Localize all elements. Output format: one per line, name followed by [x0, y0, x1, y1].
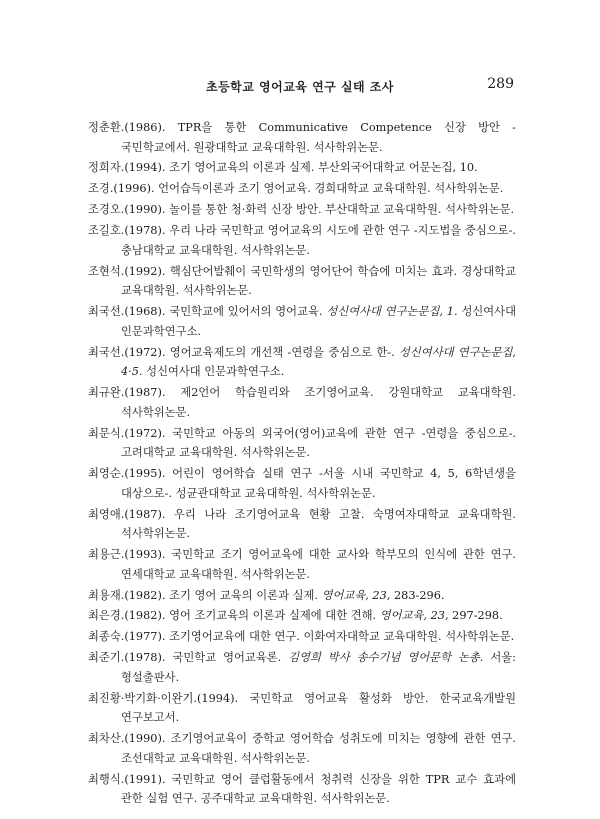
reference-text: 정희자.(1994). 조기 영어교육의 이론과 실제. 부산외국어대학교 어문논집, 10.	[88, 161, 478, 175]
reference-text: 최국선.(1972). 영어교육제도의 개선책 -연령을 중심으로 한-.	[88, 345, 399, 359]
reference-entry	[88, 424, 516, 463]
reference-entry	[88, 179, 516, 199]
reference-text: 최문식.(1972). 국민학교 아동의 외국어(영어)교육에 관한 연구 -연령을 중심으로-. 고려대학교 교육대학원. 석사학위논문.	[88, 426, 516, 460]
reference-text: 조길호.(1978). 우리 나라 국민학교 영어교육의 시도에 관한 연구 -지도법을 중심으로-. 충남대학교 교육대학원. 석사학위논문.	[88, 224, 516, 257]
reference-entry	[88, 770, 516, 809]
reference-entry	[88, 505, 516, 544]
reference-text: 최은경.(1982). 영어 조기교육의 이론과 실제에 대한 견해.	[88, 609, 380, 623]
journal-title: 영어교육, 23,	[321, 588, 391, 602]
reference-entry	[88, 262, 516, 301]
reference-text: 최차산.(1990). 조기영어교육이 중학교 영어학습 성취도에 미치는 영향에 관한 연구. 조선대학교 교육대학원. 석사학위논문.	[88, 732, 516, 765]
reference-entry	[88, 689, 516, 728]
reference-text: 조경오.(1990). 놀이를 통한 청·화력 신장 방안. 부산대학교 교육대학원. 석사학위논문.	[88, 203, 515, 217]
book-title: 김영희 박사 송수기념 영어문학 논총.	[288, 651, 484, 665]
reference-entry	[88, 302, 516, 341]
reference-text: 최준기.(1978). 국민학교 영어교육론.	[88, 651, 289, 665]
reference-text: 283-296.	[390, 588, 445, 602]
reference-entry	[88, 343, 516, 382]
reference-entry	[88, 586, 516, 606]
journal-title: 성신여사대 연구논문집, 1.	[326, 305, 458, 319]
reference-entry	[88, 545, 516, 584]
reference-text: 최국선.(1968). 국민학교에 있어서의 영어교육.	[88, 305, 327, 319]
journal-title: 영어교육, 23,	[379, 609, 449, 623]
reference-text: 최영애.(1987). 우리 나라 조기영어교육 현황 고찰. 숙명여자대학교 교육대학원. 석사학위논문.	[88, 507, 516, 541]
running-header	[0, 78, 600, 98]
reference-entry	[88, 221, 516, 260]
reference-list	[88, 118, 516, 810]
reference-entry	[88, 729, 516, 768]
reference-entry	[88, 383, 516, 422]
reference-text: 최영순.(1995). 어린이 영어학습 실태 연구 -서울 시내 국민학교 4, 5, 6학년생을 대상으로-. 성균관대학교 교육대학원. 석사학위논문.	[88, 467, 516, 500]
reference-text: 서울: 형설출판사.	[121, 651, 516, 684]
reference-text: 최규완.(1987). 제2언어 학습원리와 조기영어교육. 강원대학교 교육대학원. 석사학위논문.	[88, 386, 516, 419]
reference-entry	[88, 648, 516, 687]
reference-text: 조경.(1996). 언어습득이론과 조기 영어교육. 경희대학교 교육대학원. 석사학위논문.	[88, 182, 504, 196]
reference-text: 최용근.(1993). 국민학교 조기 영어교육에 대한 교사와 학부모의 인식에 관한 연구. 연세대학교 교육대학원. 석사학위논문.	[88, 548, 516, 581]
reference-entry	[88, 606, 516, 626]
reference-text: 성신여사대 인문과학연구소.	[142, 365, 285, 379]
reference-text: 최종숙.(1977). 조기영어교육에 대한 연구. 이화여자대학교 교육대학원. 석사학위논문.	[88, 630, 515, 644]
reference-text: 조현석.(1992). 핵심단어발췌이 국민학생의 영어단어 학습에 미치는 효과. 경상대학교 교육대학원. 석사학위논문.	[88, 264, 516, 298]
reference-entry	[88, 158, 516, 178]
running-title: 초등학교 영어교육 연구 실태 조사	[205, 80, 394, 94]
reference-text: 최진황·박기화·이완기.(1994). 국민학교 영어교육 활성화 방안. 한국교육개발원 연구보고서.	[88, 691, 516, 725]
reference-text: 297-298.	[448, 609, 503, 623]
journal-title: 성신여사대 연구논문집, 4·5.	[121, 345, 516, 379]
reference-entry	[88, 464, 516, 503]
reference-entry	[88, 200, 516, 220]
reference-text: 정춘환.(1986). TPR을 통한 Communicative Competence 신장 방안 - 국민학교에서. 원광대학교 교육대학원. 석사학위논문.	[88, 121, 516, 154]
reference-text: 성신여사대 인문과학연구소.	[121, 305, 517, 338]
reference-entry	[88, 627, 516, 647]
reference-text: 최행식.(1991). 국민학교 영어 클럽활동에서 청취력 신장을 위한 TPR 교수 효과에 관한 실험 연구. 공주대학교 교육대학원. 석사학위논문.	[88, 772, 516, 806]
reference-entry	[88, 118, 516, 157]
page-number: 289	[487, 76, 514, 92]
reference-text: 최용재.(1982). 조기 영어 교육의 이론과 실제.	[88, 588, 322, 602]
